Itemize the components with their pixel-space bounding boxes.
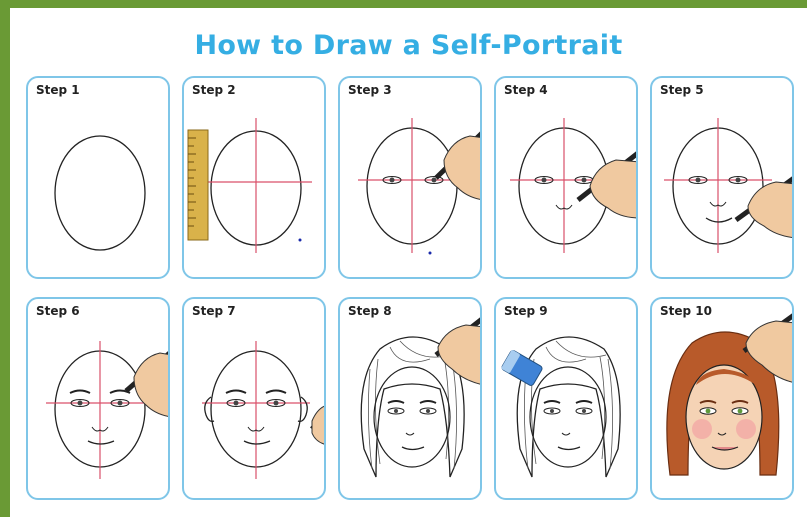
hand-with-pencil-icon: [126, 351, 170, 417]
step-card-9: [494, 297, 638, 500]
step-label: Step 10: [660, 304, 712, 318]
step-label: Step 9: [504, 304, 548, 318]
eyes-drawing: [340, 78, 482, 279]
step-card-7: [182, 297, 326, 500]
colored-portrait-drawing: [652, 299, 794, 500]
step-card-1: [26, 76, 170, 279]
nose-drawing: [496, 78, 638, 279]
page-title: How to Draw a Self-Portrait: [194, 30, 623, 61]
step-label: Step 4: [504, 83, 548, 97]
step-label: Step 1: [36, 83, 80, 97]
face-guidelines-drawing: [184, 78, 326, 279]
step-card-6: [26, 297, 170, 500]
step-label: Step 3: [348, 83, 392, 97]
hair-drawing: [340, 299, 482, 500]
step-card-8: [338, 297, 482, 500]
step-label: Step 7: [192, 304, 236, 318]
step-card-10: [650, 297, 794, 500]
step-label: Step 2: [192, 83, 236, 97]
step-card-3: [338, 76, 482, 279]
step-label: Step 6: [36, 304, 80, 318]
worksheet: [10, 8, 807, 517]
ruler-icon: [188, 130, 208, 240]
hand-with-pencil-icon: [578, 153, 638, 218]
bottom-strip: [10, 509, 807, 517]
erase-guidelines-drawing: [496, 299, 638, 500]
hand-with-pencil-icon: [736, 178, 794, 238]
eyebrows-drawing: [28, 299, 170, 500]
step-card-5: [650, 76, 794, 279]
face-outline-drawing: [28, 78, 170, 279]
step-label: Step 5: [660, 83, 704, 97]
step-card-4: [494, 76, 638, 279]
ears-drawing: [184, 299, 326, 500]
mouth-drawing: [652, 78, 794, 279]
step-card-2: [182, 76, 326, 279]
hand-with-pencil-icon: [312, 405, 326, 445]
step-label: Step 8: [348, 304, 392, 318]
